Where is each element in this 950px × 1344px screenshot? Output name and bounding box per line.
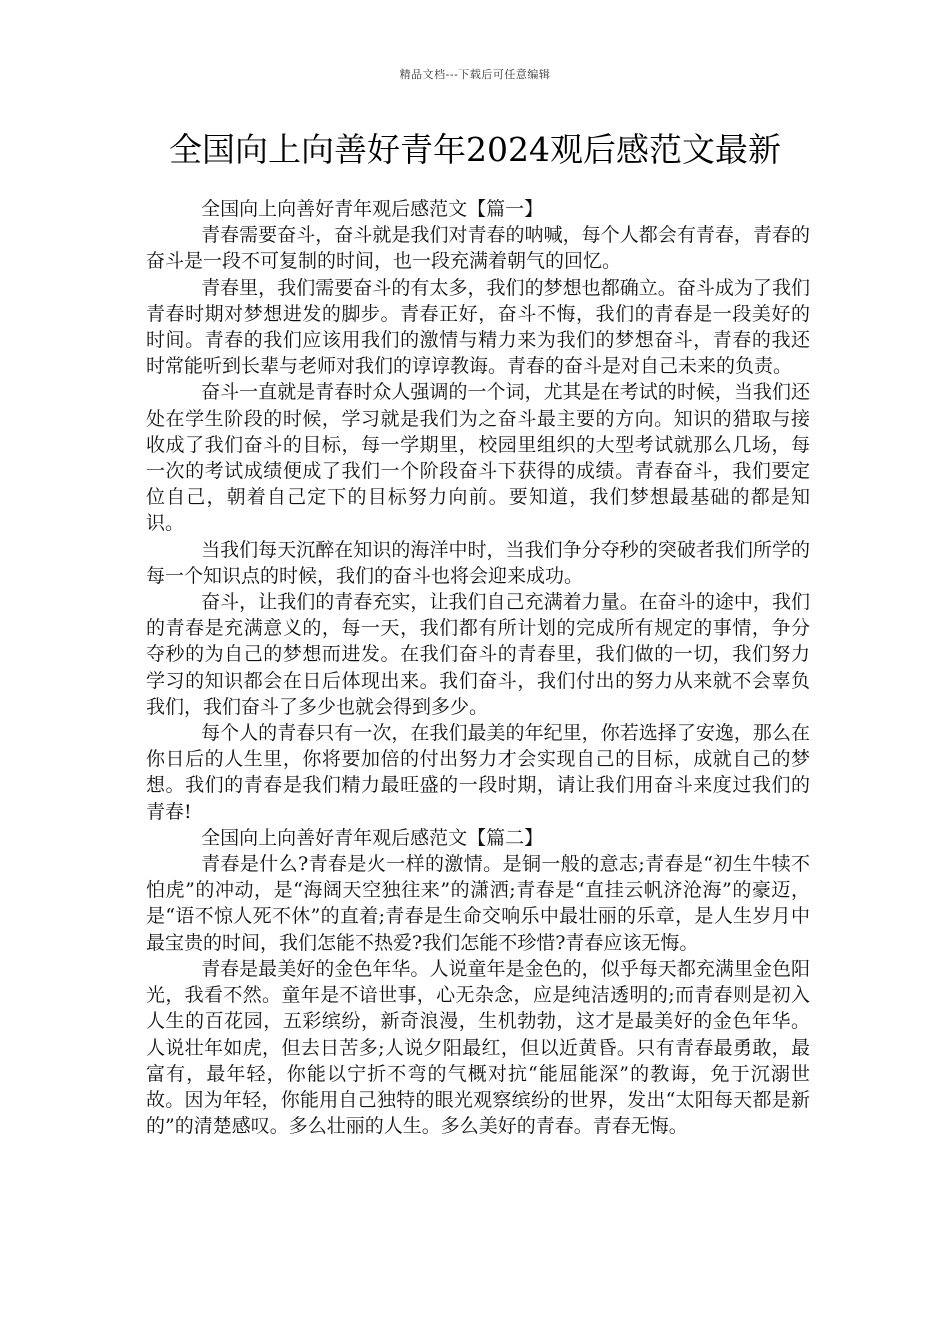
article-body: [146, 196, 810, 1139]
paragraph: 青春需要奋斗，奋斗就是我们对青春的呐喊，每个人都会有青春，青春的奋斗是一段不可复制的时间，也一段充满着朝气的回忆。: [146, 224, 810, 273]
section-heading-2: 全国向上向善好青年观后感范文【篇二】: [201, 826, 544, 849]
page-title: 全国向上向善好青年2024观后感范文最新: [169, 130, 781, 169]
paragraph: 青春是最美好的金色年华。人说童年是金色的，似乎每天都充满里金色阳光，我看不然。童年是不谙世事，心无杂念，应是纯洁透明的;而青春则是初入人生的百花园，五彩缤纷，新奇浪漫，生机勃勃，这才是最美好的金色年华。人说壮年如虎，但去日苦多;人说夕阳最红，但以近黄昏。只有青春最勇敢，最富有，最年轻，你能以宁折不弯的气概对抗“能屈能深”的教诲，免于沉溺世故。因为年轻，你能用自己独特的眼光观察缤纷的世界，发出“太阳每天都是新的”的清楚感叹。多么壮丽的人生。多么美好的青春。青春无悔。: [146, 957, 810, 1138]
paragraph: 奋斗一直就是青春时众人强调的一个词，尤其是在考试的时候，当我们还处在学生阶段的时候，学习就是我们为之奋斗最主要的方向。知识的猎取与接收成了我们奋斗的目标，每一学期里，校园里组织的大型考试就那么几场，每一次的考试成绩便成了我们一个阶段奋斗下获得的成绩。青春奋斗，我们要定位自己，朝着自己定下的目标努力向前。要知道，我们梦想最基础的都是知识。: [146, 381, 810, 535]
paragraph: 每个人的青春只有一次，在我们最美的年纪里，你若选择了安逸，那么在你日后的人生里，你将要加倍的付出努力才会实现自己的目标，成就自己的梦想。我们的青春是我们精力最旺盛的一段时期，请让我们用奋斗来度过我们的青春!: [146, 722, 810, 823]
paragraph: 奋斗，让我们的青春充实，让我们自己充满着力量。在奋斗的途中，我们的青春是充满意义的，每一天，我们都有所计划的完成所有规定的事情，争分夺秒的为自己的梦想而进发。在我们奋斗的青春里，我们做的一切，我们努力学习的知识都会在日后体现出来。我们奋斗，我们付出的努力从来就不会辜负我们，我们奋斗了多少也就会得到多少。: [146, 591, 810, 718]
paragraph: 青春是什么?青春是火一样的激情。是铜一般的意志;青春是“初生牛犊不怕虎”的冲动，是“海阔天空独往来”的潇洒;青春是“直挂云帆济沧海”的豪迈，是“语不惊人死不休”的直着;青春是生命交响乐中最壮丽的乐章，是人生岁月中最宝贵的时间，我们怎能不热爱?我们怎能不珍惜?青春应该无悔。: [146, 853, 810, 954]
section-heading-1: 全国向上向善好青年观后感范文【篇一】: [201, 198, 544, 220]
header-note: 精品文档---下载后可任意编辑: [399, 68, 551, 81]
paragraph: 当我们每天沉醉在知识的海洋中时，当我们争分夺秒的突破者我们所学的每一个知识点的时候，我们的奋斗也将会迎来成功。: [146, 538, 810, 587]
paragraph: 青春里，我们需要奋斗的有太多，我们的梦想也都确立。奋斗成为了我们青春时期对梦想进发的脚步。青春正好，奋斗不悔，我们的青春是一段美好的时间。青春的我们应该用我们的激情与精力来为我们的梦想奋斗，青春的我还时常能听到长辈与老师对我们的谆谆教诲。青春的奋斗是对自己未来的负责。: [146, 276, 810, 378]
